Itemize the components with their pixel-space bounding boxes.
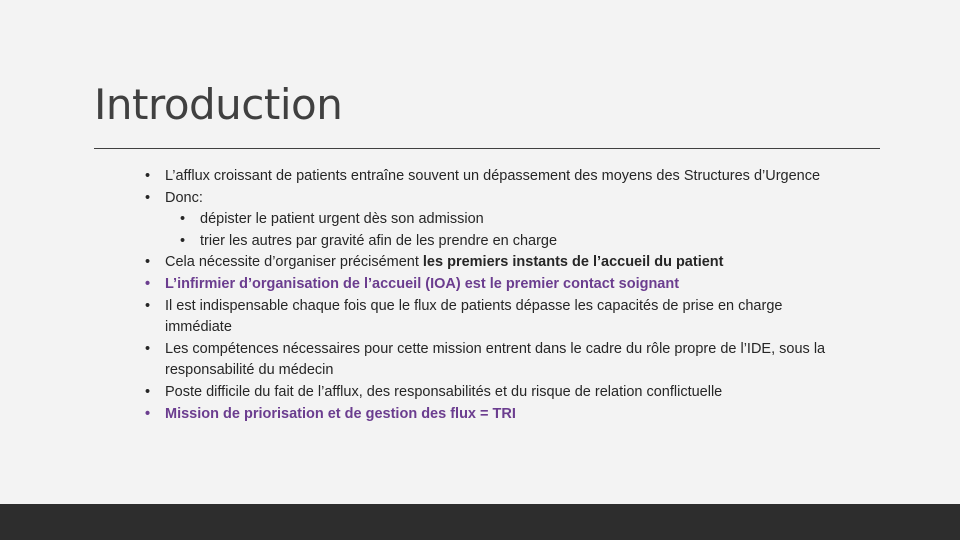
bullet-item-highlight	[145, 404, 835, 426]
bullet-glyph: •	[145, 297, 151, 314]
bullet-item	[145, 296, 835, 339]
bullet-text: trier les autres par gravité afin de les prendre en charge	[200, 232, 558, 249]
bullet-glyph: •	[145, 340, 151, 357]
bullet-text: L’afflux croissant de patients entraîne souvent un dépassement des moyens des Structures d’Urgence	[165, 168, 821, 184]
bullet-text: dépister le patient urgent dès son admission	[200, 211, 484, 228]
bullet-item-highlight	[145, 274, 835, 296]
bullet-item	[145, 188, 835, 210]
bullet-text: Les compétences nécessaires pour cette mission entrent dans le cadre du rôle propre de l’IDE, sous la responsabilité du médecin	[165, 340, 826, 379]
bullet-text: Il est indispensable chaque fois que le flux de patients dépasse les capacités de prise en charge immédiate	[165, 297, 783, 336]
bullet-item	[145, 252, 835, 274]
bullet-glyph: •	[145, 275, 151, 292]
sub-bullet-item	[145, 209, 835, 231]
bullet-item	[145, 166, 835, 188]
slide-title: Introduction	[94, 80, 343, 129]
bullet-emphasis: les premiers instants de l’accueil du patient	[422, 254, 724, 271]
sub-bullet-item	[145, 231, 835, 253]
bullet-glyph: •	[145, 254, 151, 271]
footer-bar	[0, 504, 960, 540]
bullet-glyph: •	[145, 383, 151, 400]
title-divider	[94, 148, 880, 149]
bullet-text: Cela nécessite d’organiser précisément	[165, 254, 423, 271]
bullet-glyph: •	[145, 405, 151, 422]
bullet-text: Poste difficile du fait de l’afflux, des responsabilités et du risque de relation conflictuelle	[165, 383, 723, 400]
bullet-text: Mission de priorisation et de gestion des flux = TRI	[165, 405, 516, 422]
bullet-item	[145, 382, 835, 404]
bullet-text: L’infirmier d’organisation de l’accueil (IOA) est le premier contact soignant	[165, 275, 680, 292]
bullet-text: Donc:	[165, 189, 203, 206]
bullet-glyph: •	[145, 189, 151, 206]
bullet-glyph: •	[180, 232, 186, 249]
bullet-item	[145, 339, 835, 382]
bullet-list	[145, 166, 835, 425]
bullet-glyph: •	[180, 211, 186, 228]
bullet-glyph: •	[145, 168, 151, 184]
